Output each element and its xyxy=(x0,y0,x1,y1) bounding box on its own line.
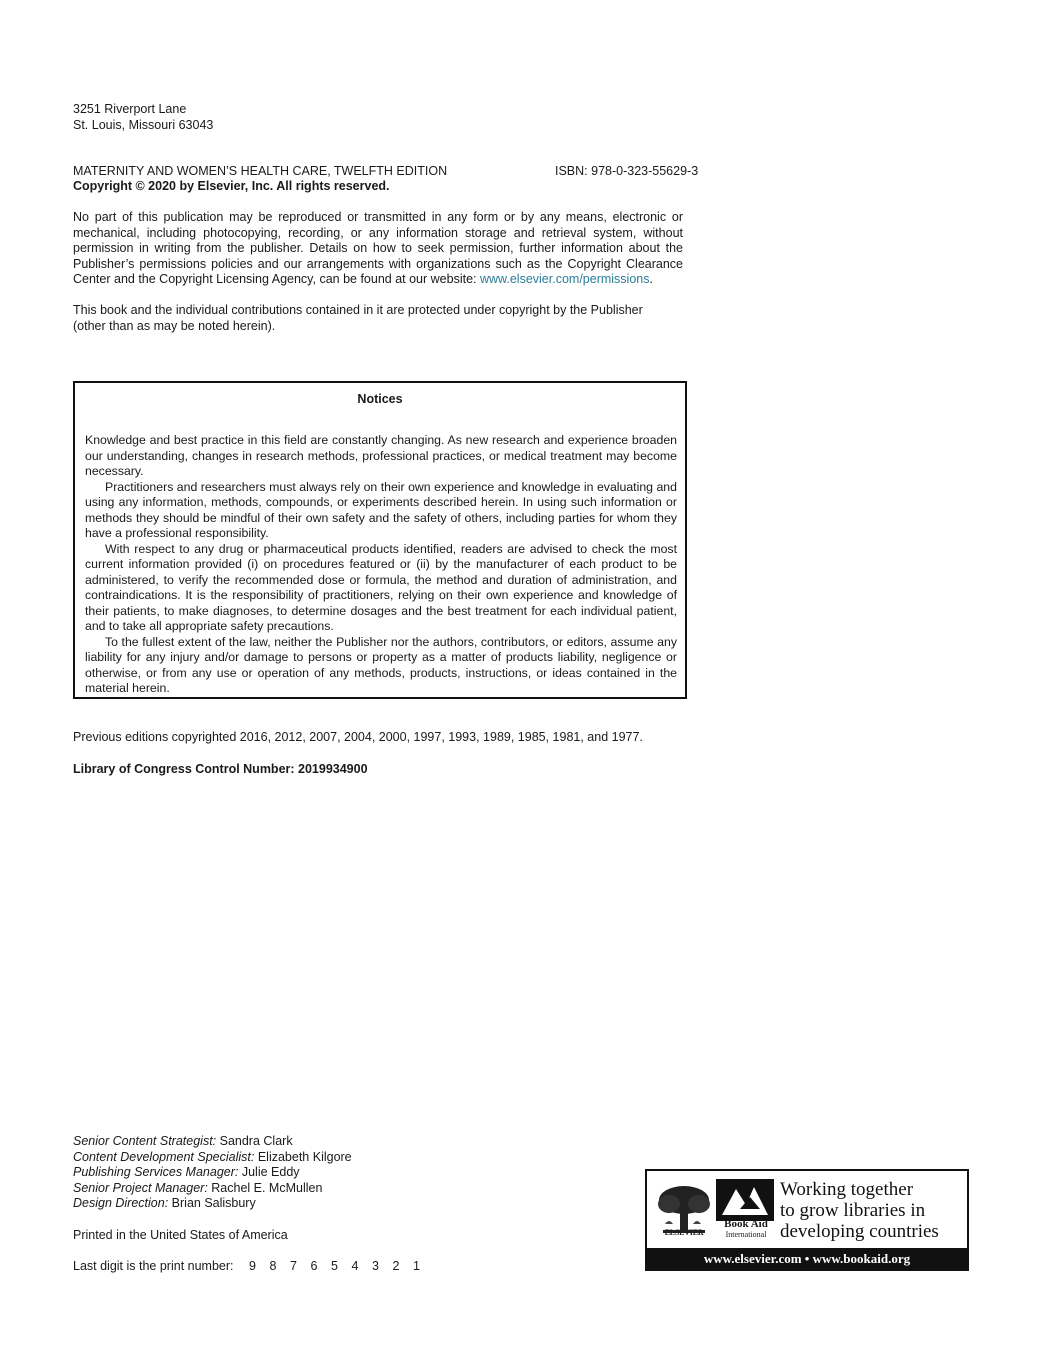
credit-name: Sandra Clark xyxy=(216,1134,293,1148)
notice-paragraph: Practitioners and researchers must always rely on their own experience and knowledge in evaluating and using any information, methods, compounds, or experiments described herein. In using such information or methods they should be mindful of their own safety and the safety of others, including parties for whom they have a professional responsibility. xyxy=(85,479,677,540)
credit-line xyxy=(73,1165,352,1181)
elsevier-label: ELSEVIER xyxy=(664,1228,704,1237)
print-digit: 6 xyxy=(310,1259,318,1273)
permissions-link[interactable]: www.elsevier.com/permissions xyxy=(479,272,650,287)
print-digit: 9 xyxy=(248,1259,256,1273)
rights-text: No part of this publication may be reproduced or transmitted in any form or by any means, electronic or mechanical, including photocopying, recording, or any information storage and retrieval system, without permission in writing from the publisher. Details on how to seek permission, further information about the Publisher’s permissions policies and our arrangements with organizations such as the Copyright Clearance Center and the Copyright Licensing Agency, can be found at our website: xyxy=(73,210,683,287)
print-digit: 5 xyxy=(330,1259,338,1273)
credit-name: Brian Salisbury xyxy=(168,1196,256,1211)
notice-paragraph: With respect to any drug or pharmaceutical products identified, readers are advised to check the most current information provided (i) on procedures featured or (ii) by the manufacturer of each product to be administered, to verify the recommended dose or formula, the method and duration of administration, and contraindications. It is the responsibility of practitioners, relying on their own experience and knowledge of their patients, to make diagnoses, to determine dosages and the best treatment for each individual patient, and to take all appropriate safety precautions. xyxy=(85,541,677,633)
credit-line xyxy=(73,1134,352,1150)
tagline-line: developing countries xyxy=(780,1221,939,1242)
credit-role: Publishing Services Manager: xyxy=(73,1165,239,1180)
previous-editions: Previous editions copyrighted 2016, 2012, 2007, 2004, 2000, 1997, 1993, 1989, 1985, 1981, and 1977. xyxy=(73,730,643,744)
copyright-line: Copyright © 2020 by Elsevier, Inc. All rights reserved. xyxy=(73,179,390,193)
bookaid-sublabel: International xyxy=(725,1230,767,1239)
credit-line xyxy=(73,1150,352,1166)
bookaid-label: Book Aid xyxy=(724,1218,768,1230)
credit-name: Elizabeth Kilgore xyxy=(254,1149,352,1164)
elsevier-bookaid-banner xyxy=(645,1169,969,1271)
print-digits xyxy=(249,1259,434,1273)
bookaid-logo-icon xyxy=(716,1179,774,1221)
notices-body xyxy=(85,433,677,697)
print-digit: 2 xyxy=(392,1259,400,1273)
credit-role: Senior Project Manager: xyxy=(73,1180,208,1195)
book-title: MATERNITY AND WOMEN’S HEALTH CARE, TWELFTH EDITION xyxy=(73,164,448,178)
rights-end: . xyxy=(649,272,653,287)
print-digit: 7 xyxy=(289,1259,297,1273)
credit-role: Senior Content Strategist: xyxy=(73,1134,217,1148)
print-digit: 1 xyxy=(412,1259,420,1273)
credit-line xyxy=(73,1196,352,1212)
notices-box xyxy=(73,381,687,699)
credit-role: Content Development Specialist: xyxy=(73,1149,255,1164)
credit-line xyxy=(73,1181,352,1197)
credit-name: Julie Eddy xyxy=(238,1165,300,1180)
print-digit: 4 xyxy=(351,1259,359,1273)
credits-list xyxy=(73,1134,352,1212)
rights-paragraph xyxy=(73,210,683,288)
isbn: ISBN: 978-0-323-55629-3 xyxy=(555,164,699,178)
address-line-1: 3251 Riverport Lane xyxy=(73,102,187,116)
tagline-line: to grow libraries in xyxy=(780,1200,926,1221)
notices-title: Notices xyxy=(357,392,403,406)
protection-paragraph: This book and the individual contributions contained in it are protected under copyright by the Publisher (other than as may be noted herein). xyxy=(73,303,643,333)
notice-paragraph: Knowledge and best practice in this field are constantly changing. As new research and experience broaden our understanding, changes in research methods, professional practices, or medical treatment may become necessary. xyxy=(85,433,677,478)
logo-tagline xyxy=(780,1179,966,1242)
print-digit: 3 xyxy=(371,1259,379,1273)
lccn: Library of Congress Control Number: 2019934900 xyxy=(73,762,368,776)
print-digit: 8 xyxy=(269,1259,277,1273)
print-number-line xyxy=(73,1259,433,1275)
credit-name: Rachel E. McMullen xyxy=(207,1180,323,1195)
tagline-line: Working together xyxy=(780,1179,914,1200)
logo-footer-urls: www.elsevier.com • www.bookaid.org xyxy=(647,1248,967,1269)
print-number-label: Last digit is the print number: xyxy=(73,1259,234,1273)
notice-paragraph: To the fullest extent of the law, neither the Publisher nor the authors, contributors, or editors, assume any liability for any injury and/or damage to persons or property as a matter of products liability, negligence or otherwise, or from any use or operation of any methods, products, instructions, or ideas contained in the material herein. xyxy=(85,634,677,695)
credit-role: Design Direction: xyxy=(73,1196,169,1211)
address-line-2: St. Louis, Missouri 63043 xyxy=(73,118,214,132)
printed-in: Printed in the United States of America xyxy=(73,1228,288,1242)
